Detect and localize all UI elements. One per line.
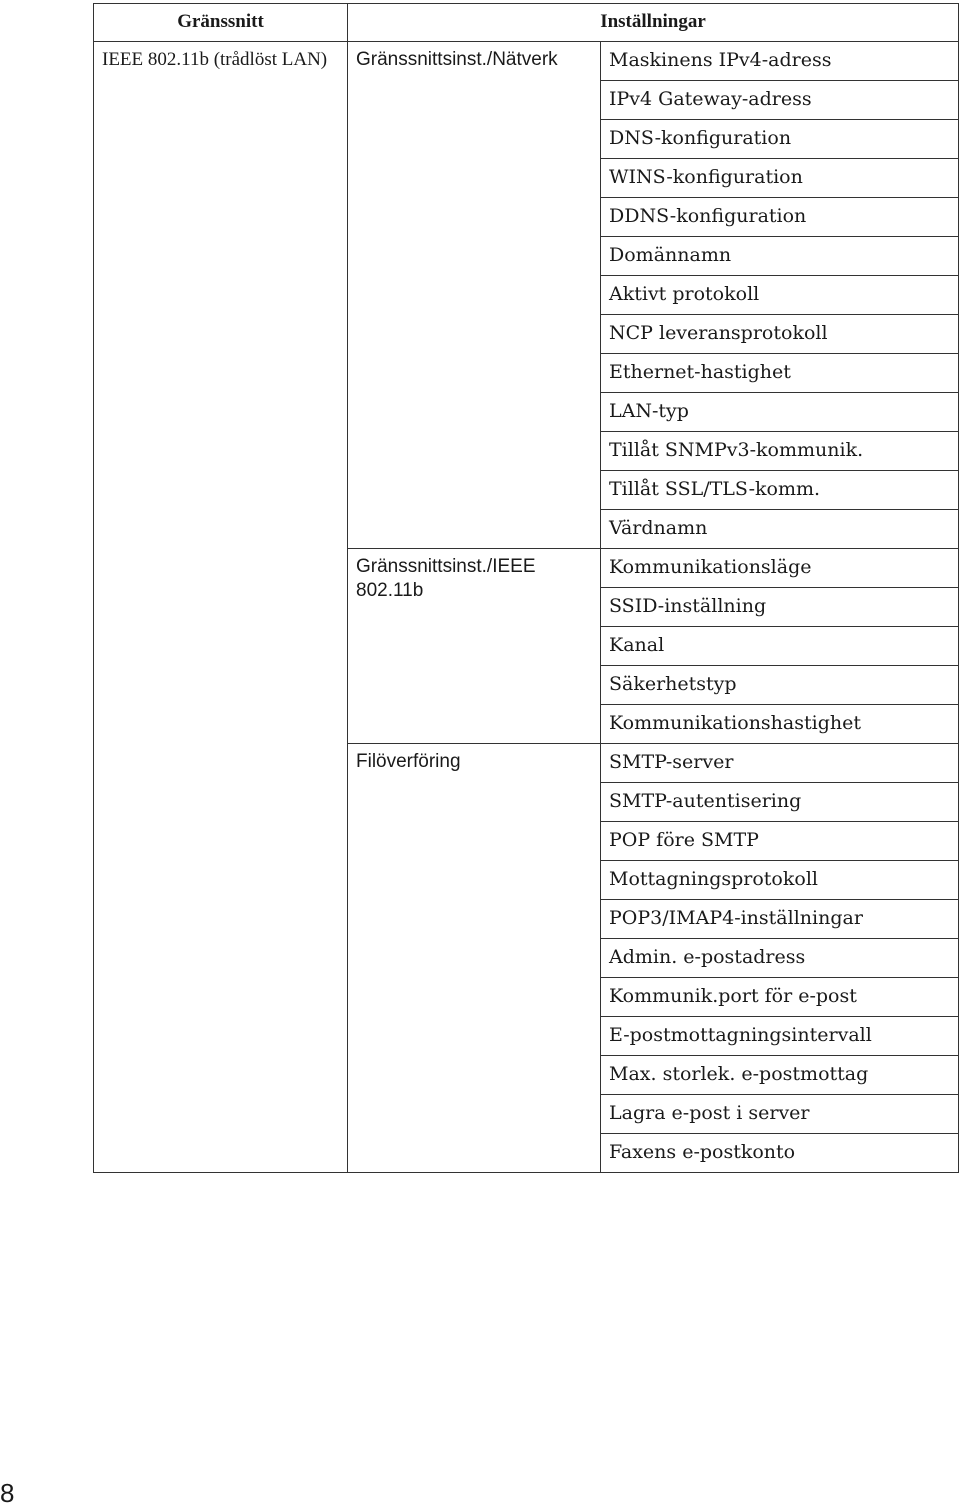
setting-cell: Tillåt SSL/TLS-komm. — [601, 471, 959, 510]
setting-cell: Kommunikationshastighet — [601, 705, 959, 744]
setting-cell: Kommunikationsläge — [601, 549, 959, 588]
group-cell: Filöverföring — [348, 744, 601, 1173]
setting-cell: E-postmottagningsintervall — [601, 1017, 959, 1056]
group-cell: Gränssnittsinst./IEEE 802.11b — [348, 549, 601, 744]
group-cell: Gränssnittsinst./Nätverk — [348, 42, 601, 549]
setting-cell: SMTP-autentisering — [601, 783, 959, 822]
header-interface: Gränssnitt — [94, 4, 348, 42]
setting-cell: Ethernet-hastighet — [601, 354, 959, 393]
header-row — [94, 4, 959, 42]
setting-cell: SSID-inställning — [601, 588, 959, 627]
setting-cell: IPv4 Gateway-adress — [601, 81, 959, 120]
table-body — [94, 42, 959, 1173]
header-settings: Inställningar — [348, 4, 959, 42]
settings-table — [93, 3, 959, 1173]
setting-cell: LAN-typ — [601, 393, 959, 432]
setting-cell: Värdnamn — [601, 510, 959, 549]
setting-cell: Kanal — [601, 627, 959, 666]
setting-cell: WINS-konfiguration — [601, 159, 959, 198]
setting-cell: Admin. e-postadress — [601, 939, 959, 978]
setting-cell: POP3/IMAP4-inställningar — [601, 900, 959, 939]
setting-cell: Tillåt SNMPv3-kommunik. — [601, 432, 959, 471]
setting-cell: DDNS-konfiguration — [601, 198, 959, 237]
page-number: 8 — [0, 1478, 15, 1508]
setting-cell: POP före SMTP — [601, 822, 959, 861]
setting-cell: Maskinens IPv4-adress — [601, 42, 959, 81]
setting-cell: Domännamn — [601, 237, 959, 276]
interface-cell: IEEE 802.11b (trådlöst LAN) — [94, 42, 348, 1173]
setting-cell: Max. storlek. e-postmottag — [601, 1056, 959, 1095]
setting-cell: Faxens e-postkonto — [601, 1134, 959, 1173]
setting-cell: DNS-konfiguration — [601, 120, 959, 159]
setting-cell: Säkerhetstyp — [601, 666, 959, 705]
setting-cell: NCP leveransprotokoll — [601, 315, 959, 354]
setting-cell: Mottagningsprotokoll — [601, 861, 959, 900]
setting-cell: Lagra e-post i server — [601, 1095, 959, 1134]
setting-cell: SMTP-server — [601, 744, 959, 783]
table-row — [94, 42, 959, 81]
setting-cell: Aktivt protokoll — [601, 276, 959, 315]
setting-cell: Kommunik.port för e-post — [601, 978, 959, 1017]
